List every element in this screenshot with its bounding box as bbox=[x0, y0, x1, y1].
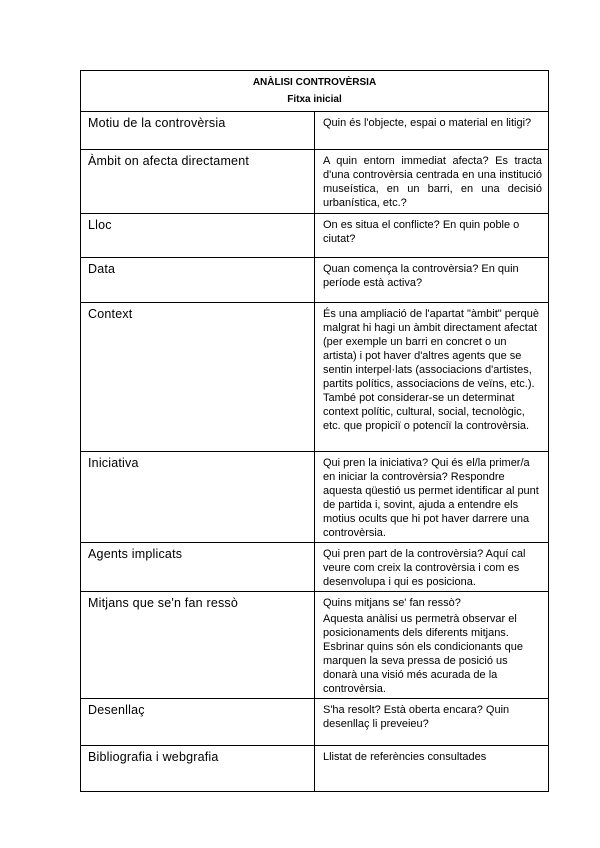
row-label: Agents implicats bbox=[81, 543, 315, 592]
sheet-title: ANÀLISI CONTROVÈRSIA bbox=[252, 77, 377, 88]
analysis-sheet bbox=[80, 70, 549, 792]
row-label: Bibliografia i webgrafia bbox=[81, 746, 315, 792]
row-label: Data bbox=[81, 258, 315, 303]
table-header bbox=[81, 71, 549, 112]
row-description: On es situa el conflicte? En quin poble o ciutat? bbox=[315, 214, 549, 258]
row-description: Quin és l'objecte, espai o material en litigi? bbox=[315, 112, 549, 150]
row-label: Context bbox=[81, 303, 315, 452]
row-description-line: Quins mitjans se' fan ressò? bbox=[323, 597, 461, 609]
table-header-row bbox=[81, 71, 549, 112]
row-description bbox=[315, 592, 549, 699]
row-label: Desenllaç bbox=[81, 699, 315, 746]
table-row bbox=[81, 112, 549, 150]
table-row bbox=[81, 452, 549, 543]
row-label: Motiu de la controvèrsia bbox=[81, 112, 315, 150]
table-row bbox=[81, 746, 549, 792]
sheet-subtitle: Fitxa inicial bbox=[287, 94, 342, 105]
table-row bbox=[81, 258, 549, 303]
row-description: Qui pren la iniciativa? Qui és el/la primer/a en iniciar la controvèrsia? Respondre aquesta qüestió us permet identificar al punt de partida i, sovint, ajuda a entendre els motius ocults que hi pot haver darrere una controvèrsia. bbox=[315, 452, 549, 543]
row-label: Mitjans que se'n fan ressò bbox=[81, 592, 315, 699]
analysis-table bbox=[80, 70, 549, 792]
row-description-paragraph: Aquesta anàlisi us permetrà observar el posicionaments dels diferents mitjans. Esbrinar quins són els condicionants que marquen la seva pressa de posició us donarà una visió més acurada de la controvèrsia. bbox=[323, 613, 523, 695]
table-row bbox=[81, 150, 549, 214]
row-description: S'ha resolt? Està oberta encara? Quin desenllaç li preveieu? bbox=[315, 699, 549, 746]
row-description: Quan comença la controvèrsia? En quin període està activa? bbox=[315, 258, 549, 303]
table-row bbox=[81, 214, 549, 258]
row-description: Llistat de referències consultades bbox=[315, 746, 549, 792]
table-row bbox=[81, 303, 549, 452]
row-label: Iniciativa bbox=[81, 452, 315, 543]
row-description: És una ampliació de l'apartat "àmbit" perquè malgrat hi hagi un àmbit directament afectat (per exemple un barri en concret o un artista) i pot haver d'altres agents que se sentin interpel·lats (associacions d'artistes, partits polítics, associacions de veïns, etc.). També pot considerar-se un determinat context polític, cultural, social, tecnològic, etc. que propiciï o potenciï la controvèrsia. bbox=[315, 303, 549, 452]
table-row bbox=[81, 543, 549, 592]
row-label: Lloc bbox=[81, 214, 315, 258]
row-label: Àmbit on afecta directament bbox=[81, 150, 315, 214]
table-row bbox=[81, 592, 549, 699]
table-row bbox=[81, 699, 549, 746]
row-description: Qui pren part de la controvèrsia? Aquí cal veure com creix la controvèrsia i com es desenvolupa i qui es posiciona. bbox=[315, 543, 549, 592]
row-description: A quin entorn immediat afecta? Es tracta d'una controvèrsia centrada en una institució museística, en un barri, en una decisió urbanística, etc.? bbox=[315, 150, 549, 214]
